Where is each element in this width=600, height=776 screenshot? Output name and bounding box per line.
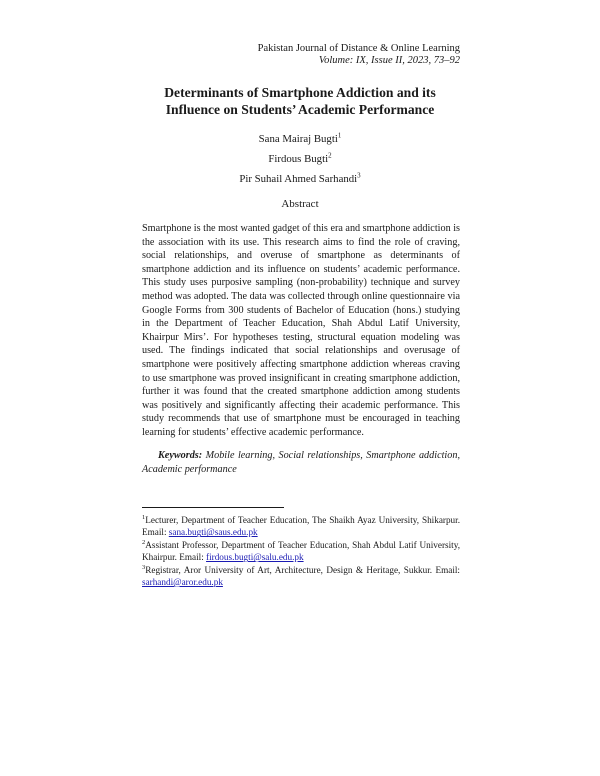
footnote-mark: 1 — [142, 513, 146, 521]
footnote-text: Registrar, Aror University of Art, Architecture, Design & Heritage, Sukkur. Email: — [145, 564, 460, 575]
author-name: Pir Suhail Ahmed Sarhandi — [239, 173, 358, 185]
author-name: Sana Mairaj Bugti — [258, 133, 338, 145]
title-line-1: Determinants of Smartphone Addiction and its — [164, 85, 436, 100]
author — [140, 169, 460, 189]
abstract-heading: Abstract — [281, 198, 319, 210]
footnote — [142, 564, 460, 589]
keywords-label: Keywords: — [158, 450, 203, 461]
title-line-2: Influence on Students’ Academic Performance — [165, 102, 435, 117]
email-link[interactable]: sarhandi@aror.edu.pk — [142, 577, 223, 588]
journal-header — [130, 43, 460, 67]
footnote — [142, 514, 460, 539]
footnotes — [142, 514, 460, 588]
author — [140, 149, 460, 169]
keywords-text: Mobile learning, Social relationships, Smartphone addiction, Academic performance — [142, 450, 460, 475]
journal-volume: Volume: IX, Issue II, 2023, 73–92 — [318, 55, 460, 66]
footnote — [142, 539, 460, 564]
keywords — [142, 449, 460, 476]
journal-name: Pakistan Journal of Distance & Online Learning — [257, 43, 460, 54]
footnote-text: Lecturer, Department of Teacher Education, The Shaikh Ayaz University, Shikarpur. Email: — [142, 515, 460, 538]
footnote-text: Assistant Professor, Department of Teacher Education, Shah Abdul Latif University, Khairpur. Email: — [142, 539, 460, 563]
footnote-mark: 3 — [142, 563, 146, 571]
footnote-mark: 2 — [142, 538, 146, 546]
author — [140, 129, 460, 149]
author-footnote-mark: 2 — [328, 151, 332, 160]
footnote-divider — [142, 507, 284, 508]
author-footnote-mark: 3 — [357, 171, 361, 180]
email-link[interactable]: sana.bugti@saus.edu.pk — [168, 527, 258, 538]
email-link[interactable]: firdous.bugti@salu.edu.pk — [206, 552, 304, 563]
author-list — [140, 129, 460, 189]
author-name: Firdous Bugti — [268, 153, 329, 165]
paper-title — [140, 84, 460, 118]
author-footnote-mark: 1 — [337, 131, 342, 140]
abstract-body: Smartphone is the most wanted gadget of this era and smartphone addiction is the association with its use. This research aims to find the role of craving, social relationships, and overuse of smartphone as determinants of smartphone addiction and its influence on students’ academic performance. This study uses purposive sampling (non-probability) technique and survey method was adopted. The data was collected through online questionnaire via Google Forms from 300 students of Bachelor of Education (hons.) studying in the Department of Teacher Education, Shah Abdul Latif University, Khairpur Mirs’. For hypotheses testing, structural equation modeling was used. The findings indicated that social relationships and overusage of smartphone were positively affecting smartphone addiction whereas craving to use smartphone was proved insignificant in creating smartphone addiction, further it was found that the created smartphone addiction among students was positively and significantly affecting their academic performance. This study recommends that use of smartphone must be encouraged in teaching learning for students’ effective academic performance. — [142, 223, 461, 438]
